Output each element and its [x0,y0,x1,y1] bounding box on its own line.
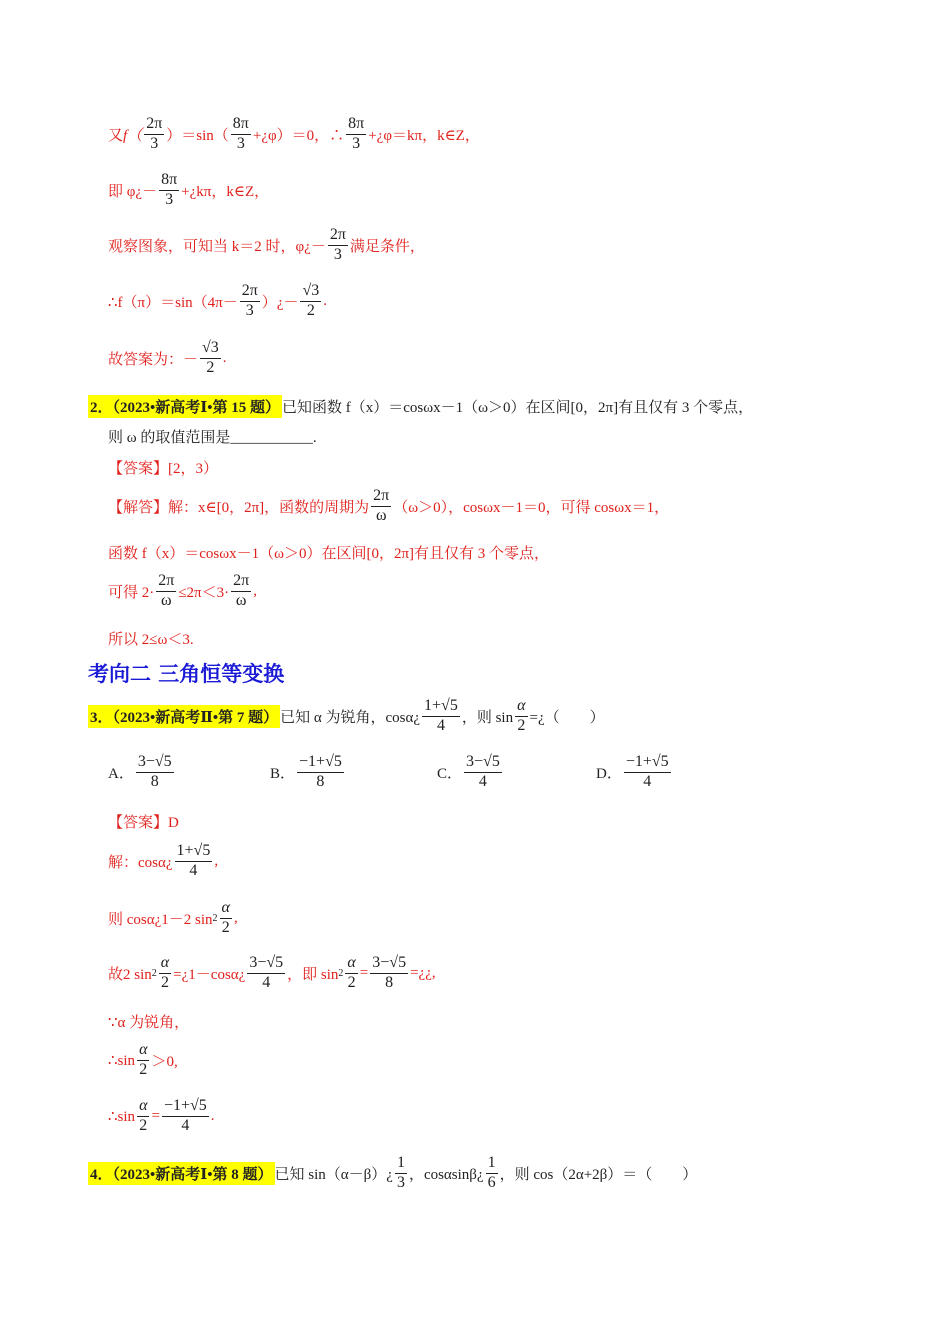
text: ＞0, [151,1053,178,1070]
text: = [359,964,369,981]
fraction-2pi-3: $\frac{2\pi}{3}$ [241,282,258,319]
q3-solution-4 [108,1011,890,1032]
solution-line-3 [108,227,890,264]
solution-line-2 [108,172,890,209]
q3-solution-1 [108,843,890,880]
text: = [151,1107,160,1124]
text: 函数 f（x）＝cosωx－1（ω＞0）在区间[0，2π]有且仅有 3 个零点， [108,546,550,562]
text: 故答案为：－ [108,351,199,368]
answer-text: 【答案】D [108,815,179,831]
text: ，即 sin [287,966,339,983]
fraction-1-3: $\frac{1}{3}$ [396,1154,405,1191]
option-label: D． [596,765,622,782]
q2-solution-4 [108,628,890,649]
text: +¿φ）＝0，∴ [252,127,345,144]
fraction-alpha-2: $\frac{\alpha}{2}$ [517,697,526,734]
fraction-neg1plus-sqrt5-8: $\frac{-1+√5}{8}$ [299,753,342,790]
superscript: 2 [212,912,218,924]
question-text: 已知 sin（α－β）¿ [274,1166,393,1183]
fraction-sqrt3-2: $\frac{√3}{2}$ [202,339,219,376]
text: =¿1－cosα¿ [173,966,246,983]
text: ∴f（π）＝sin（4π－ [108,294,238,311]
text: +¿φ＝kπ，k∈Z， [368,127,480,144]
text: , [253,582,257,599]
q2-solution-3 [108,573,890,610]
text: , [214,852,219,869]
fraction-3minus-sqrt5-4: $\frac{3-√5}{4}$ [249,954,284,991]
fraction-alpha-2: $\frac{\alpha}{2}$ [139,1041,148,1078]
question-2 [88,395,890,418]
text: =¿¿, [410,964,436,981]
text: 所以 2≤ω＜3. [108,632,194,648]
question-text: ，则 cos（2α+2β）＝（ ） [499,1166,698,1183]
superscript: 2 [338,967,344,979]
text: . [323,292,327,309]
q2-solution-1 [108,488,890,525]
q3-solution-2 [108,900,890,937]
text: 可得 2· [108,584,155,601]
q2-answer [108,457,890,478]
question-tag: 3．（2023•新高考Ⅱ•第 7 题） [88,705,280,728]
fraction-neg1plus-sqrt5-4: $\frac{-1+√5}{4}$ [625,753,669,790]
text: 又 [108,127,124,144]
text: ∵α 为锐角， [108,1015,190,1031]
question-text: 已知 α 为锐角，cosα¿ [280,709,421,726]
question-text: 则 ω 的取值范围是___________. [108,430,317,446]
fraction-2pi-3: $\frac{2\pi}{3}$ [146,115,163,152]
text: 观察图象，可知当 k＝2 时，φ¿－ [108,238,326,255]
question-4 [88,1155,890,1192]
fraction-alpha-2: $\frac{\alpha}{2}$ [139,1097,148,1134]
fraction-1plus-sqrt5-4: $\frac{1+√5}{4}$ [424,697,458,734]
fraction-8pi-3: $\frac{8\pi}{3}$ [161,171,178,208]
option-label: B． [270,765,296,782]
text: . [210,1107,215,1124]
fraction-1plus-sqrt5-4: $\frac{1+√5}{4}$ [176,842,211,879]
text: 解：cosα¿ [108,854,173,871]
text: ≤2π＜3· [178,584,230,601]
text: 【解答】解：x∈[0，2π]，函数的周期为 [108,499,370,516]
text: ）¿－ [261,294,299,311]
question-text: 已知函数 f（x）＝cosωx－1（ω＞0）在区间[0，2π]有且仅有 3 个零点， [282,400,754,416]
solution-line-1 [108,116,890,153]
q3-solution-3 [108,955,890,992]
text: f（ [123,127,143,144]
option-b[interactable] [270,754,346,791]
option-label: A． [108,765,134,782]
fraction-2pi-omega: $\frac{2\pi}{\omega}$ [158,572,175,609]
answer-text: 【答案】[2，3） [108,461,218,477]
fraction-alpha-2: $\frac{\alpha}{2}$ [221,899,230,936]
text: +¿kπ，k∈Z， [181,183,270,200]
question-tag: 2．（2023•新高考Ⅰ•第 15 题） [88,395,282,418]
question-text: ，cosαsinβ¿ [408,1166,484,1183]
text: （ω＞0），cosωx－1＝0，可得 cosωx＝1， [393,499,670,516]
fraction-2pi-3: $\frac{2\pi}{3}$ [329,226,346,263]
fraction-3minus-sqrt5-4: $\frac{3-√5}{4}$ [466,753,500,790]
question-text: ，则 sin [461,709,514,726]
q3-solution-6 [108,1098,890,1135]
option-c[interactable] [437,754,504,791]
fraction-3minus-sqrt5-8: $\frac{3-√5}{8}$ [372,954,407,991]
fraction-8pi-3: $\frac{8\pi}{3}$ [348,115,365,152]
text: 满足条件， [349,238,425,255]
text: ）＝sin（ [166,127,229,144]
fraction-3minus-sqrt5-8: $\frac{3-√5}{8}$ [137,753,172,790]
answer-line [108,340,890,377]
text: ∴sin [108,1052,136,1069]
text: , [233,909,238,926]
question-3 [88,698,890,735]
fraction-8pi-3: $\frac{8\pi}{3}$ [232,115,249,152]
question-text: =¿（ ） [529,709,605,726]
option-d[interactable] [596,754,673,791]
fraction-alpha-2: $\frac{\alpha}{2}$ [347,954,356,991]
option-label: C． [437,765,463,782]
fraction-alpha-2: $\frac{\alpha}{2}$ [160,954,170,991]
fraction-1-6: $\frac{1}{6}$ [487,1154,496,1191]
text: ∴sin [108,1108,136,1125]
fraction-2pi-omega: $\frac{2\pi}{\omega}$ [373,487,390,524]
text: 故2 sin [108,966,152,983]
text: 即 φ¿－ [108,183,158,200]
fraction-neg1plus-sqrt5-4: $\frac{-1+√5}{4}$ [163,1097,207,1134]
option-a[interactable] [108,754,176,791]
text: . [222,349,227,366]
section-title: 考向二 三角恒等变换 [88,662,285,686]
q2-solution-2 [108,542,890,563]
question-2-continued [108,426,890,447]
question-tag: 4．（2023•新高考Ⅰ•第 8 题） [88,1162,275,1185]
superscript: 2 [151,967,157,979]
text: 则 cosα¿1－2 sin [108,911,213,928]
q3-solution-5 [108,1042,890,1079]
fraction-2pi-omega: $\frac{2\pi}{\omega}$ [233,572,250,609]
solution-line-4 [108,283,890,320]
q3-answer [108,811,890,832]
fraction-sqrt3-2: $\frac{√3}{2}$ [302,282,320,319]
